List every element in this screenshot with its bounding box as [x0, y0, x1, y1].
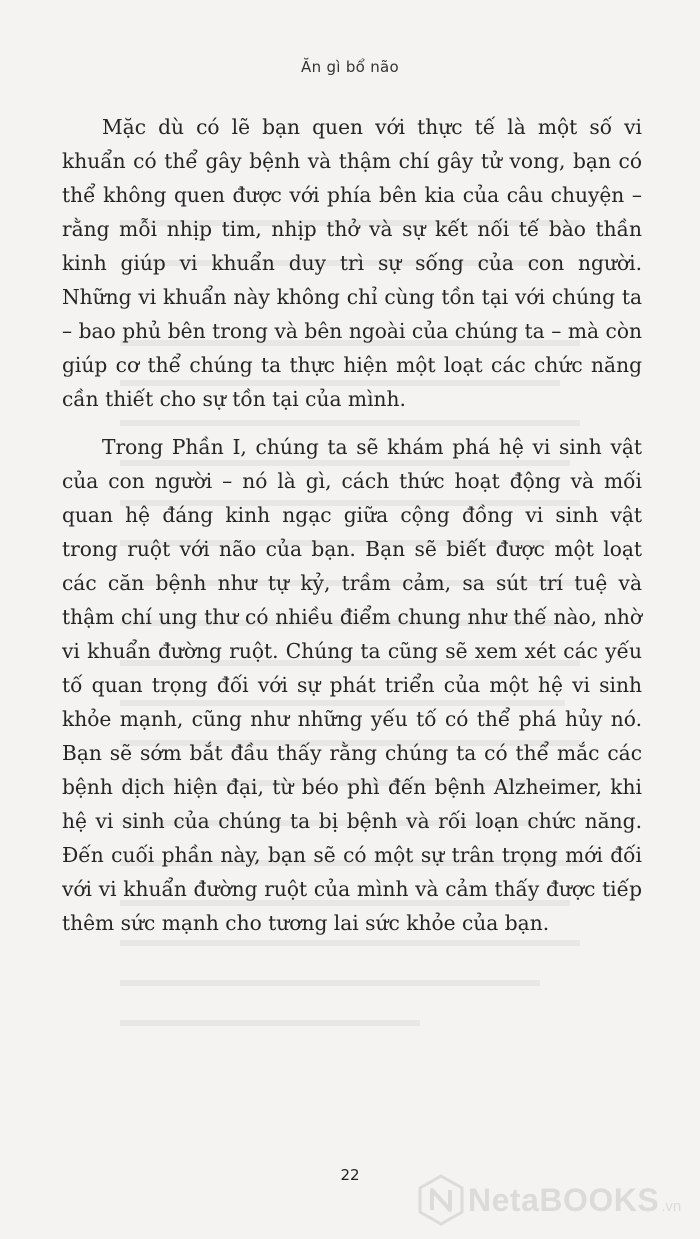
body-text	[62, 110, 642, 940]
page-number: 22	[340, 1166, 360, 1184]
watermark	[418, 1170, 681, 1230]
running-header: Ăn gì bổ não	[301, 58, 399, 76]
paragraph-2: Trong Phần I, chúng ta sẽ khám phá hệ vi sinh vật của con người – nó là gì, cách thức hoạt động và mối quan hệ đáng kinh ngạc giữa cộng đồng vi sinh vật trong ruột với não của bạn. Bạn sẽ biết được một loạt các căn bệnh như tự kỷ, trầm cảm, sa sút trí tuệ và thậm chí ung thư có nhiều điểm chung như thế nào, nhờ vi khuẩn đường ruột. Chúng ta cũng sẽ xem xét các yếu tố quan trọng đối với sự phát triển của một hệ vi sinh khỏe mạnh, cũng như những yếu tố có thể phá hủy nó. Bạn sẽ sớm bắt đầu thấy rằng chúng ta có thể mắc các bệnh dịch hiện đại, từ béo phì đến bệnh Alzheimer, khi hệ vi sinh của chúng ta bị bệnh và rối loạn chức năng. Đến cuối phần này, bạn sẽ có một sự trân trọng mới đối với vi khuẩn đường ruột của mình và cảm thấy được tiếp thêm sức mạnh cho tương lai sức khỏe của bạn.	[62, 435, 642, 935]
netabooks-logo-icon	[418, 1174, 464, 1226]
paragraph-1: Mặc dù có lẽ bạn quen với thực tế là một số vi khuẩn có thể gây bệnh và thậm chí gây tử vong, bạn có thể không quen được với phía bên kia của câu chuyện – rằng mỗi nhịp tim, nhịp thở và sự kết nối tế bào thần kinh giúp vi khuẩn duy trì sự sống của con người. Những vi khuẩn này không chỉ cùng tồn tại với chúng ta – bao phủ bên trong và bên ngoài của chúng ta – mà còn giúp cơ thể chúng ta thực hiện một loạt các chức năng cần thiết cho sự tồn tại của mình.	[62, 115, 642, 411]
watermark-suffix: .vn	[661, 1197, 682, 1215]
watermark-brand: NetaBOOKS	[468, 1181, 660, 1218]
